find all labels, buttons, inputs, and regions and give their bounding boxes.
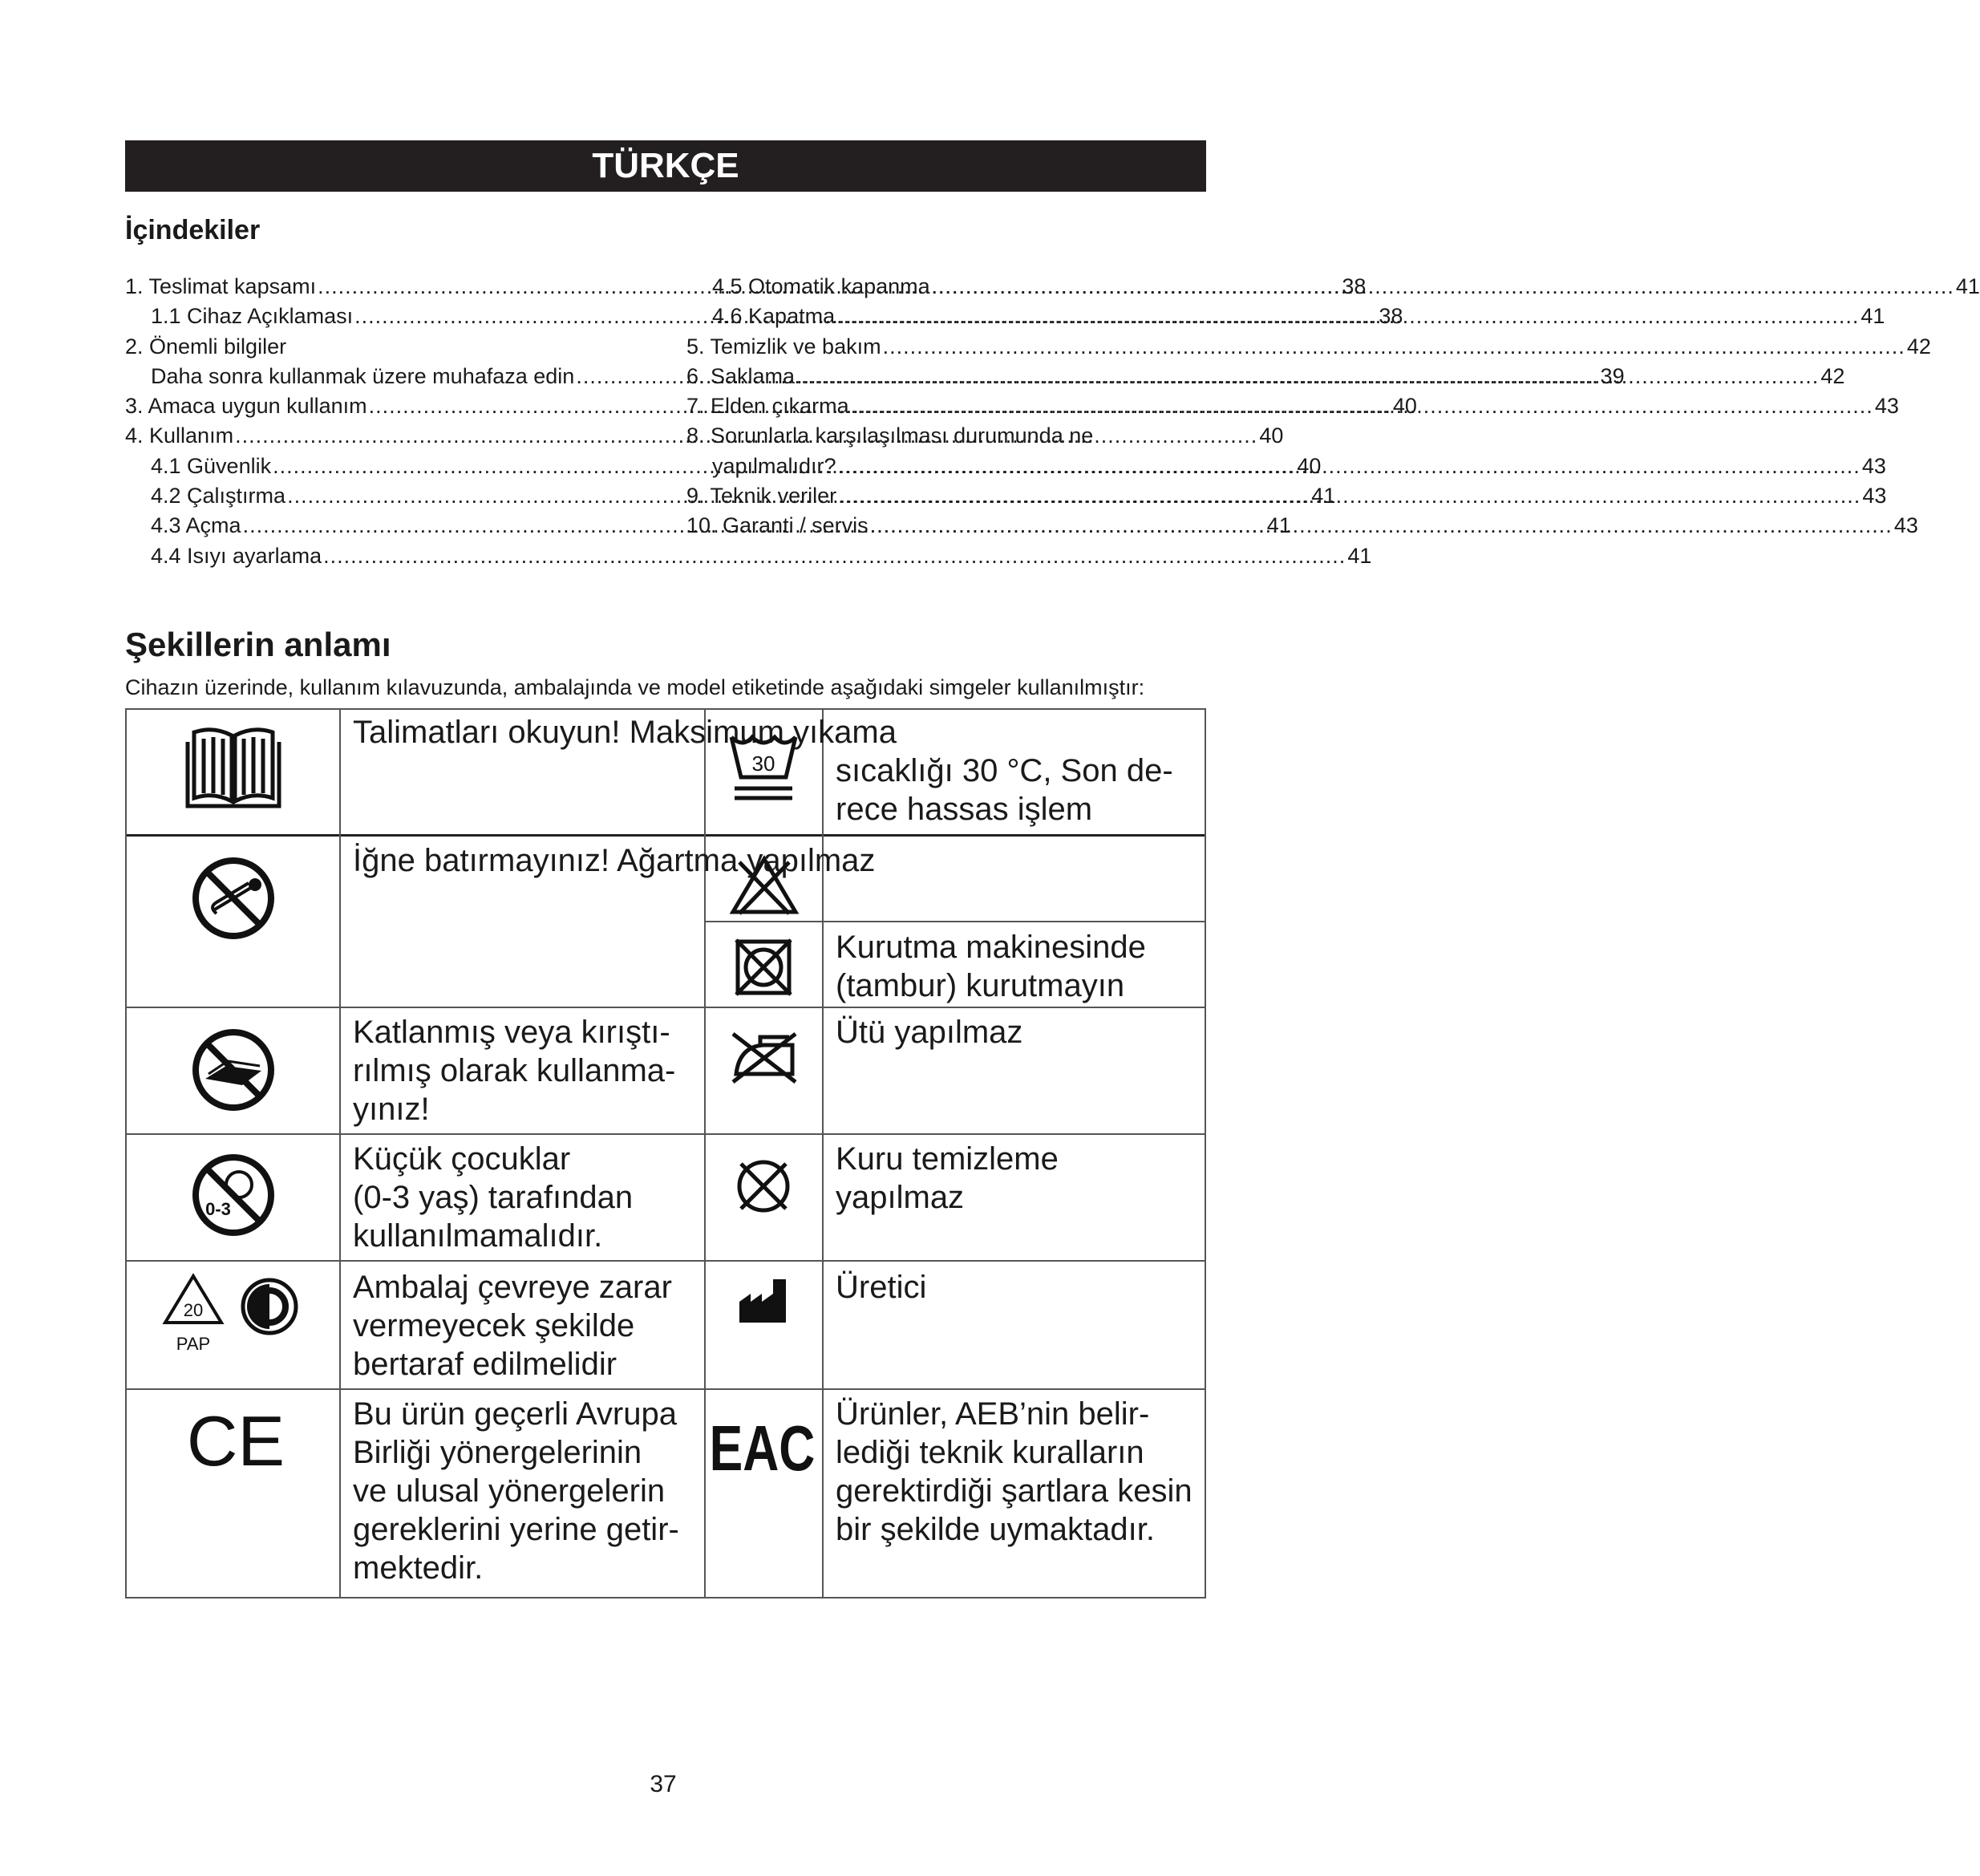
table-rule xyxy=(704,921,1206,922)
no-tumble-dry-icon xyxy=(731,937,796,998)
toc-entry xyxy=(686,334,1931,364)
green-dot-icon xyxy=(237,1274,302,1339)
table-rule xyxy=(125,834,1206,837)
toc-leader-dots xyxy=(851,394,1873,419)
no-iron-icon xyxy=(728,1029,800,1085)
toc-leader-dots xyxy=(883,334,1905,359)
toc-leader-dots xyxy=(323,544,1346,569)
wash-tub-icon xyxy=(725,726,802,806)
svg-text:0-3: 0-3 xyxy=(205,1199,231,1219)
symbol-text-eac-conformity: Ürünler, AEB’nin belir- lediği teknik kuralların gerektirdiği şartlara kesin bir şekilde uymaktadır. xyxy=(836,1396,1192,1547)
no-dry-clean-icon xyxy=(731,1154,796,1218)
toc-entry-page: 41 xyxy=(1955,274,1980,298)
language-banner: TÜRKÇE xyxy=(125,140,1206,192)
toc-entry-page: 42 xyxy=(1820,363,1845,388)
toc-entry-label: 4.5 Otomatik kapanma xyxy=(712,274,930,298)
symbol-text-no-dry-clean: Kuru temizleme yapılmaz xyxy=(836,1141,1059,1215)
toc-entry-page: 41 xyxy=(1266,513,1291,538)
toc-leader-dots xyxy=(932,274,1954,299)
table-border-right xyxy=(1205,708,1206,1598)
toc-leader-dots xyxy=(838,484,1861,509)
symbol-text-wash-temperature: sıcaklığı 30 °C, Son de- rece hassas işlem xyxy=(836,753,1173,827)
toc-entry-label: 9. Teknik veriler xyxy=(686,484,837,509)
toc-entry-page: 43 xyxy=(1862,484,1887,509)
toc-entry-page: 40 xyxy=(1392,394,1417,419)
toc-entry-page: 41 xyxy=(1311,484,1336,509)
table-border-bottom xyxy=(125,1597,1206,1598)
toc-leader-dots xyxy=(870,513,1893,538)
toc-leader-dots xyxy=(836,304,1859,329)
toc-entry-page: 43 xyxy=(1874,394,1899,419)
toc-entry-page: 38 xyxy=(1342,274,1367,298)
symbol-text-read-instructions: Talimatları okuyun! Maksimum yıkama xyxy=(353,715,897,750)
toc-entry-page: 43 xyxy=(1893,513,1918,538)
no-pin-icon xyxy=(189,854,277,942)
table-col-divider xyxy=(339,708,341,1598)
book-icon xyxy=(181,718,285,814)
toc-entry-page: 38 xyxy=(1379,304,1403,329)
toc-entry xyxy=(125,334,650,364)
toc-entry-label: 4.4 Isıyı ayarlama xyxy=(151,543,322,568)
toc-entry-label: 5. Temizlik ve bakım xyxy=(686,334,881,359)
toc-entry-label: 4.3 Açma xyxy=(151,513,241,538)
toc-entry-page: 42 xyxy=(1906,334,1931,359)
no-bleach-icon xyxy=(728,853,800,917)
toc-entry-label: 1.1 Cihaz Açıklaması xyxy=(151,304,354,329)
toc-entry-page: 43 xyxy=(1861,453,1886,478)
no-small-children-icon xyxy=(189,1151,277,1239)
symbol-text-no-children: Küçük çocuklar (0-3 yaş) tarafından kullanılmamalıdır. xyxy=(353,1141,634,1254)
svg-text:PAP: PAP xyxy=(176,1334,211,1354)
toc-entry-page: 40 xyxy=(1297,453,1322,478)
table-border-top xyxy=(125,708,1206,710)
symbol-text-no-tumble-dry: Kurutma makinesinde (tambur) kurutmayın xyxy=(836,930,1146,1003)
toc-entry-label: 4.2 Çalıştırma xyxy=(151,484,286,509)
symbols-section-title: Şekillerin anlamı xyxy=(125,626,391,663)
symbol-text-manufacturer: Üretici xyxy=(836,1270,927,1305)
toc-entry-page: 41 xyxy=(1861,304,1885,329)
recycle-pap-icon xyxy=(157,1270,229,1358)
symbol-text-no-folded-use: Katlanmış veya kırıştı- rılmış olarak kullanma- yınız! xyxy=(353,1015,676,1127)
toc-entry-page: 39 xyxy=(1600,363,1625,388)
table-rule xyxy=(125,1007,1206,1008)
toc-leader-dots xyxy=(838,454,1861,479)
toc-entry-label: 8. Sorunlarla karşılaşılması durumunda ne xyxy=(686,423,1094,448)
toc-entry-label: Daha sonra kullanmak üzere muhafaza edin xyxy=(151,363,575,388)
table-rule xyxy=(125,1388,1206,1390)
svg-text:30: 30 xyxy=(751,752,775,776)
symbol-text-no-pins: İğne batırmayınız! Ağartma yapılmaz xyxy=(353,843,876,878)
toc-entry-page: 40 xyxy=(1259,423,1284,448)
ce-mark-icon xyxy=(186,1401,285,1481)
toc-entry-label: 6. Saklama xyxy=(686,363,796,388)
toc-leader-dots xyxy=(796,364,1819,389)
svg-text:CE: CE xyxy=(186,1401,285,1481)
toc-entry-label: 4. Kullanım xyxy=(125,423,234,448)
svg-text:EAC: EAC xyxy=(709,1412,816,1485)
table-rule xyxy=(125,1260,1206,1262)
no-folded-use-icon xyxy=(189,1026,277,1114)
toc-entry-label: 4.1 Güvenlik xyxy=(151,453,272,478)
toc-title: İçindekiler xyxy=(125,215,261,245)
toc-entry-label: 1. Teslimat kapsamı xyxy=(125,274,317,298)
toc-entry-label: 7. Elden çıkarma xyxy=(686,394,849,419)
eac-mark-icon xyxy=(709,1409,816,1485)
table-rule xyxy=(125,1133,1206,1135)
toc-entry-label: 2. Önemli bilgiler xyxy=(125,334,287,359)
symbol-text-no-iron: Ütü yapılmaz xyxy=(836,1015,1023,1050)
symbols-intro: Cihazın üzerinde, kullanım kılavuzunda, ambalajında ve model etiketinde aşağıdaki simgeler kullanılmıştır: xyxy=(125,675,1145,699)
toc-entry-label: yapılmalıdır? xyxy=(712,453,836,478)
toc-entry xyxy=(125,543,1372,573)
toc-entry-page: 41 xyxy=(1347,543,1372,568)
symbols-table xyxy=(125,708,1206,1599)
symbol-text-ce-conformity: Bu ürün geçerli Avrupa Birliği yönergelerinin ve ulusal yönergelerin gereklerini yerine getir- mektedir. xyxy=(353,1396,679,1586)
svg-text:20: 20 xyxy=(183,1300,204,1320)
toc-entry-label: 4.6 Kapatma xyxy=(712,304,836,329)
toc-entry-label: 3. Amaca uygun kullanım xyxy=(125,394,367,419)
symbol-text-packaging-disposal: Ambalaj çevreye zarar vermeyecek şekilde bertaraf edilmelidir xyxy=(353,1270,672,1382)
table-border-left xyxy=(125,708,127,1598)
toc-entry-label: 10. Garanti / servis xyxy=(686,513,869,538)
page-number: 37 xyxy=(650,1771,677,1797)
manufacturer-icon xyxy=(736,1274,792,1326)
toc-entry xyxy=(686,423,1206,453)
